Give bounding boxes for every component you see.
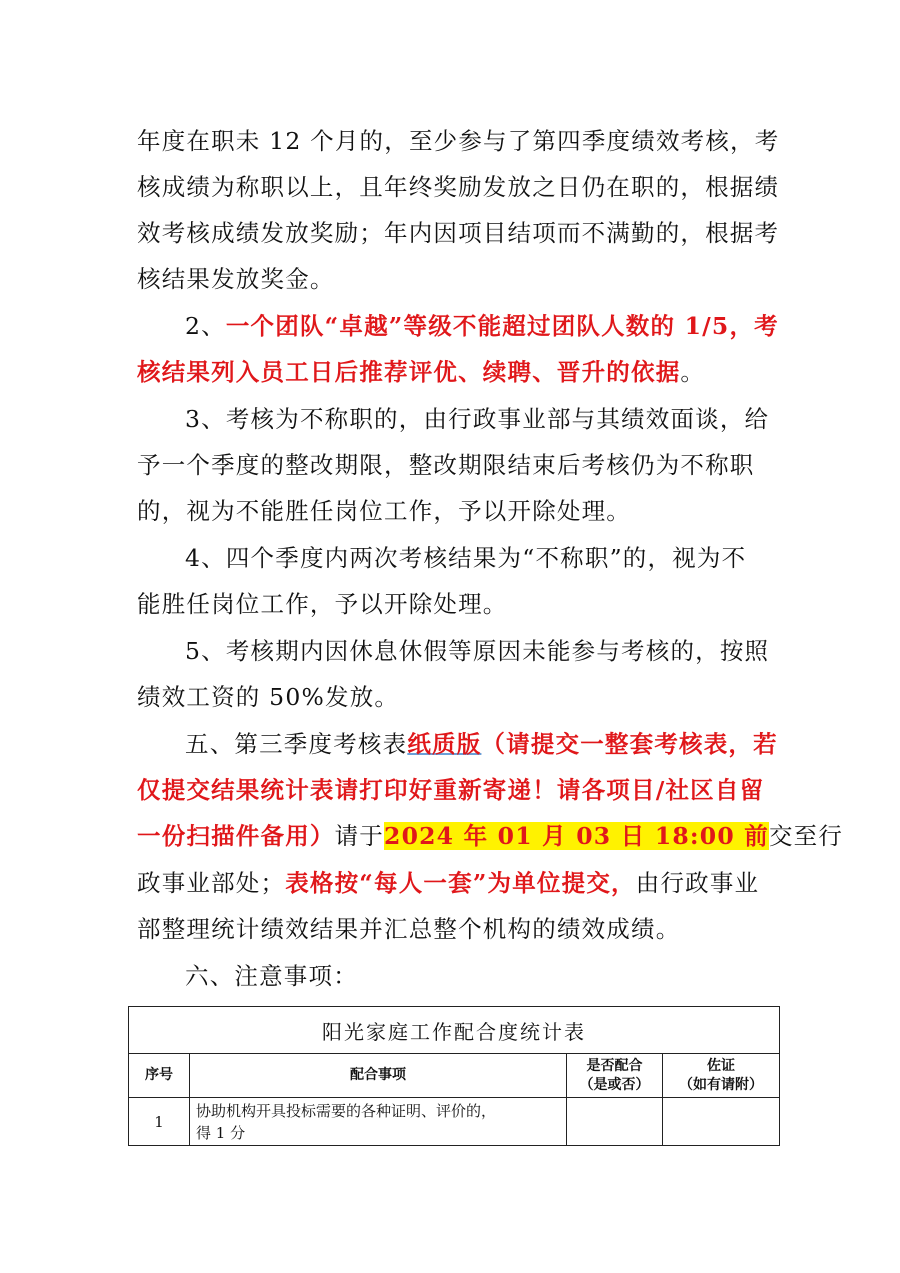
item-3-line: 3、考核为不称职的，由行政事业部与其绩效面谈，给 <box>185 405 770 433</box>
column-header-proof-line: （如有请附） <box>679 1076 763 1093</box>
item-2-number: 2、 <box>185 312 226 340</box>
para-text-line: 核成绩为称职以上，且年终奖励发放之日仍在职的，根据绩 <box>137 173 780 201</box>
row-item-cell <box>190 1098 567 1146</box>
section-5-emphasis: 表格按“每人一套”为单位提交， <box>285 869 636 897</box>
cooperation-table <box>128 1006 780 1146</box>
section-6-heading: 六、注意事项： <box>185 962 358 990</box>
para-text-line: 核结果发放奖金。 <box>137 265 335 293</box>
section-5-lead: 五、第三季度考核表 <box>185 730 408 758</box>
deadline-highlight: 2024 年 01 月 03 日 18:00 前 <box>384 822 769 850</box>
item-3-line: 的，视为不能胜任岗位工作，予以开除处理。 <box>137 497 631 525</box>
column-header-cooperate-line: 是否配合 <box>586 1057 643 1074</box>
column-header-item: 配合事项 <box>190 1054 567 1098</box>
paper-version-emphasis: 纸质版 <box>407 730 482 758</box>
table-row <box>129 1098 780 1146</box>
para-text-line: 年度在职未 12 个月的，至少参与了第四季度绩效考核，考 <box>137 127 780 155</box>
item-2-line <box>137 357 705 387</box>
section-5-line: 部整理统计绩效结果并汇总整个机构的绩效成绩。 <box>137 915 681 943</box>
para-text-line: 效考核成绩发放奖励；年内因项目结项而不满勤的，根据考 <box>137 219 780 247</box>
item-5-line: 绩效工资的 50%发放。 <box>137 683 400 711</box>
section-5-line <box>185 729 778 759</box>
item-2-emphasis: 一个团队“卓越”等级不能超过团队人数的 1/5，考 <box>225 312 779 340</box>
section-5-line <box>137 775 764 805</box>
section-5-emphasis: 一份扫描件备用） <box>137 822 335 850</box>
row-item-line: 得 1 分 <box>196 1123 246 1142</box>
column-header-cooperate-line: （是或否） <box>579 1076 650 1093</box>
row-number-cell: 1 <box>129 1098 190 1146</box>
column-header-number: 序号 <box>129 1054 190 1098</box>
section-5-line <box>137 821 843 851</box>
item-4-line: 4、四个季度内两次考核结果为“不称职”的，视为不 <box>185 544 747 572</box>
section-5-text: 交至行 <box>768 822 844 850</box>
row-cooperate-cell[interactable] <box>567 1098 663 1146</box>
column-header-proof-line: 佐证 <box>707 1057 735 1074</box>
row-proof-cell[interactable] <box>663 1098 780 1146</box>
section-5-emphasis: 仅提交结果统计表请打印好重新寄递！请各项目/社区自留 <box>137 776 765 804</box>
column-header-cooperate <box>567 1054 663 1098</box>
item-3-line: 予一个季度的整改期限，整改期限结束后考核仍为不称职 <box>137 451 755 479</box>
item-2-end: 。 <box>680 358 706 386</box>
section-5-line <box>137 868 759 898</box>
item-2-emphasis: 核结果列入员工日后推荐评优、续聘、晋升的依据 <box>137 358 681 386</box>
section-5-text: 请于 <box>334 822 385 850</box>
column-header-proof <box>663 1054 780 1098</box>
section-5-text: 由行政事业 <box>635 869 760 897</box>
table-title: 阳光家庭工作配合度统计表 <box>129 1007 780 1054</box>
item-2-line <box>185 311 779 341</box>
row-item-line: 协助机构开具投标需要的各种证明、评价的， <box>196 1101 497 1120</box>
section-5-emphasis: （请提交一整套考核表，若 <box>481 730 778 758</box>
section-5-text: 政事业部处； <box>137 869 286 897</box>
item-5-line: 5、考核期内因休息休假等原因未能参与考核的，按照 <box>185 637 770 665</box>
item-4-line: 能胜任岗位工作，予以开除处理。 <box>137 590 508 618</box>
